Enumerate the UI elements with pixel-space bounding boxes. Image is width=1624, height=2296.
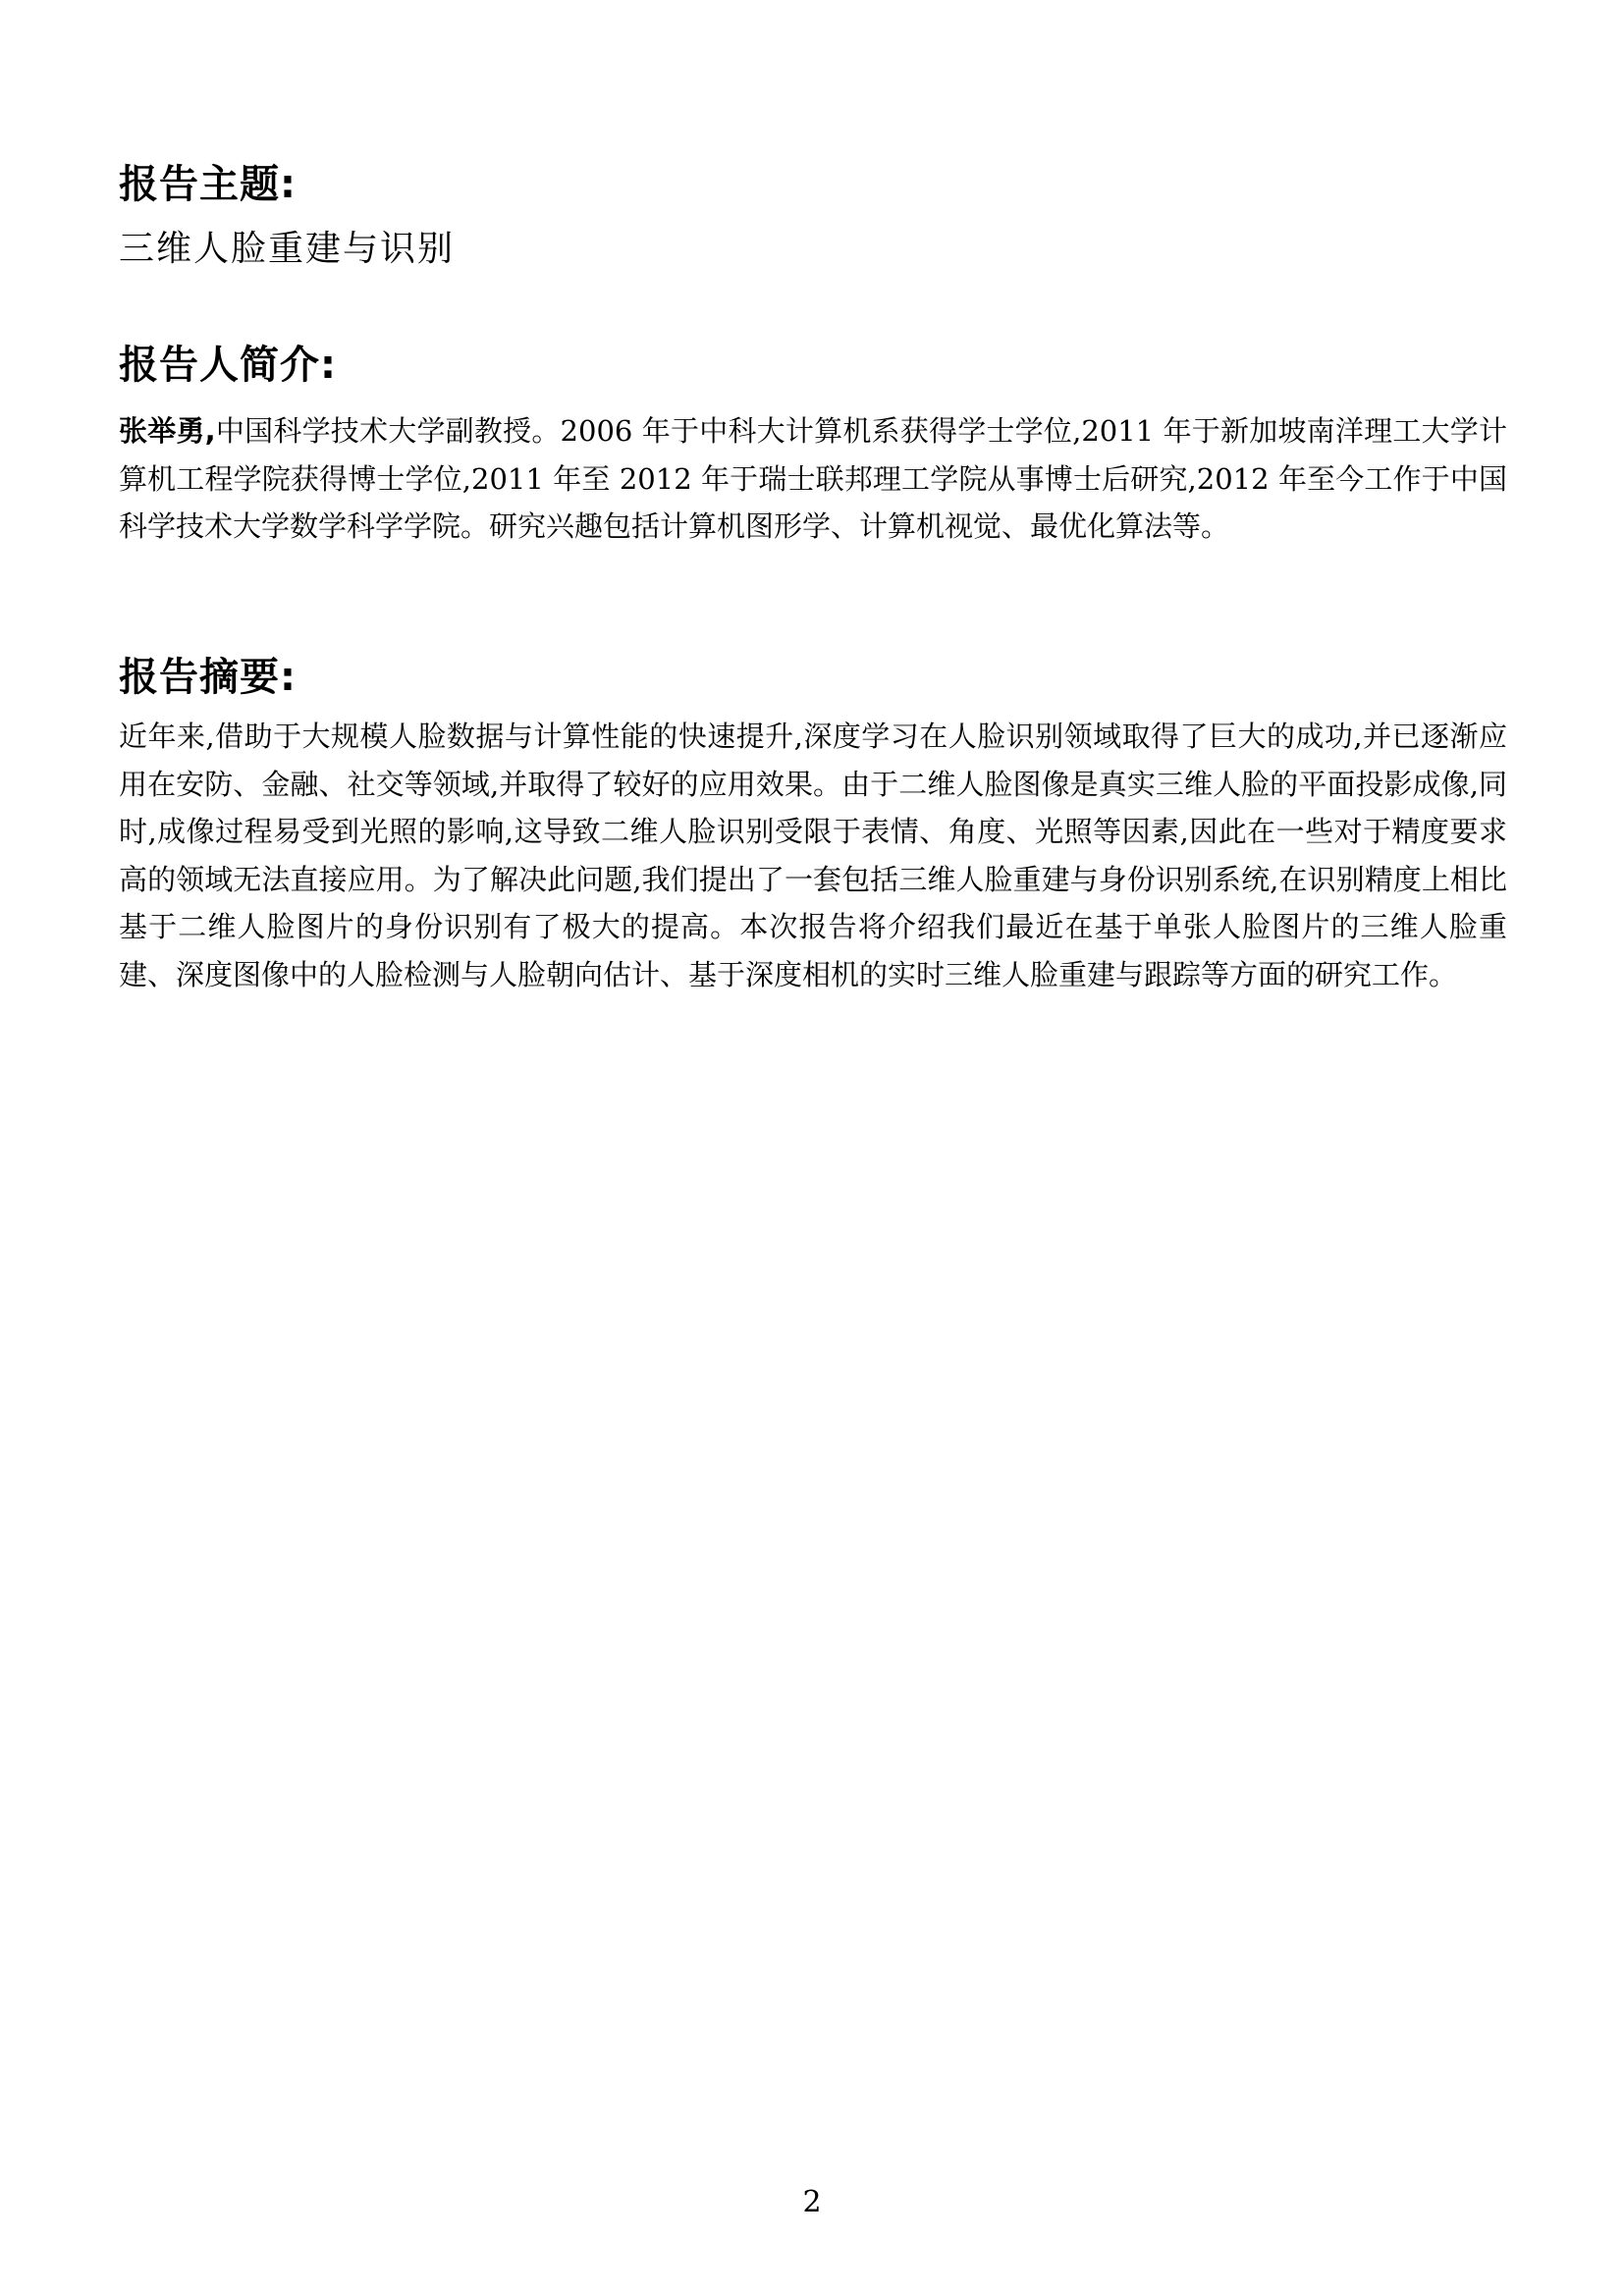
topic-title: 三维人脸重建与识别 <box>119 229 456 269</box>
speaker-bio-text: 中国科学技术大学副教授。2006 年于中科大计算机系获得学士学位,2011 年于新加坡南洋理工大学计算机工程学院获得博士学位,2011 年至 2012 年于瑞士联邦理工学院从事博士后研究,2012 年至今工作于中国科学技术大学数学科学学院。研究兴趣包括计算机图形学、计算机视觉、最优化算法等。 <box>119 414 1507 543</box>
abstract-heading: 报告摘要: <box>119 655 297 700</box>
abstract-paragraph: 近年来,借助于大规模人脸数据与计算性能的快速提升,深度学习在人脸识别领域取得了巨大的成功,并已逐渐应用在安防、金融、社交等领域,并取得了较好的应用效果。由于二维人脸图像是真实三维人脸的平面投影成像,同时,成像过程易受到光照的影响,这导致二维人脸识别受限于表情、角度、光照等因素,因此在一些对于精度要求高的领域无法直接应用。为了解决此问题,我们提出了一套包括三维人脸重建与身份识别系统,在识别精度上相比基于二维人脸图片的身份识别有了极大的提高。本次报告将介绍我们最近在基于单张人脸图片的三维人脸重建、深度图像中的人脸检测与人脸朝向估计、基于深度相机的实时三维人脸重建与跟踪等方面的研究工作。 <box>119 720 1507 991</box>
topic-heading: 报告主题: <box>119 162 297 207</box>
speaker-name: 张举勇, <box>119 414 216 448</box>
speaker-bio-paragraph <box>119 407 1507 551</box>
speaker-heading: 报告人简介: <box>119 343 337 388</box>
page-number: 2 <box>802 2185 822 2219</box>
